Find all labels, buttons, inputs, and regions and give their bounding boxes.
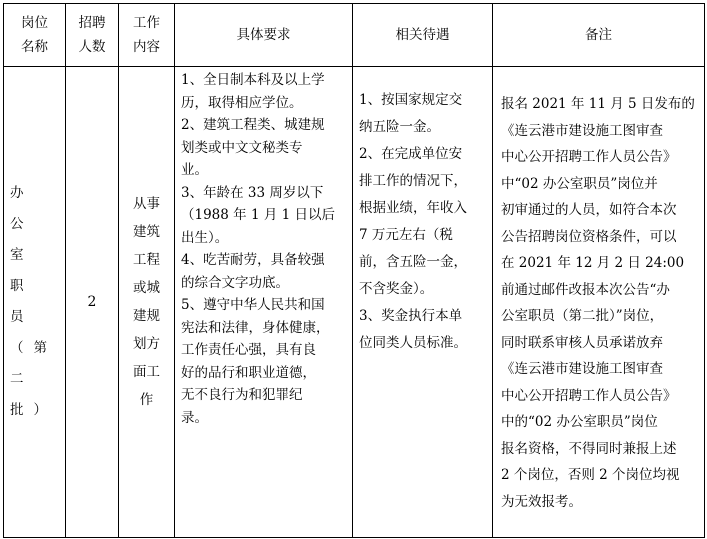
header-requirements: 具体要求 (175, 4, 353, 67)
cell-work-content: 从事 建筑 工程 或城 建规 划方 面工 作 (119, 67, 175, 538)
cell-notes: 报名 2021 年 11 月 5 日发布的 《连云港市建设施工图审查 中心公开招聘工作人员公告》 中“02 办公室职员”岗位并 初审通过的人员，如符合本次 公告招聘岗位资格条件，可以 在 2021 年 12 月 2 日 24:00 前通过邮件改报本次公告“办 公室职员（第二批）”岗位， 同时联系审核人员承诺放弃 《连云港市建设施工图审查 中心公开招聘工作人员公告》 中的“02 办公室职员”岗位 报名资格，不得同时兼报上述 2 个岗位，否则 2 个岗位均视 为无效报考。 (493, 67, 705, 538)
cell-position-name: 办 公 室 职 员（第 二批） (4, 67, 66, 538)
recruitment-table (3, 3, 705, 538)
header-row (4, 4, 705, 67)
cell-treatment: 1、按国家规定交 纳五险一金。 2、在完成单位安 排工作的情况下， 根据业绩，年收入 7 万元左右（税 前，含五险一金， 不含奖金）。 3、奖金执行本单 位同类人员标准。 (353, 67, 493, 538)
cell-hiring-count: 2 (66, 67, 119, 538)
header-treatment: 相关待遇 (353, 4, 493, 67)
table-row (4, 67, 705, 538)
header-hiring-count: 招聘 人数 (66, 4, 119, 67)
header-work-content: 工作 内容 (119, 4, 175, 67)
header-position-name: 岗位 名称 (4, 4, 66, 67)
header-notes: 备注 (493, 4, 705, 67)
cell-requirements: 1、全日制本科及以上学 历，取得相应学位。 2、建筑工程类、城建规 划类或中文文秘类专 业。 3、年龄在 33 周岁以下 （1988 年 1 月 1 日以后 出生）。 4、吃苦耐劳，具备较强 的综合文字功底。 5、遵守中华人民共和国 宪法和法律，身体健康， 工作责任心强，具有良 好的品行和职业道德， 无不良行为和犯罪纪 录。 (175, 67, 353, 538)
